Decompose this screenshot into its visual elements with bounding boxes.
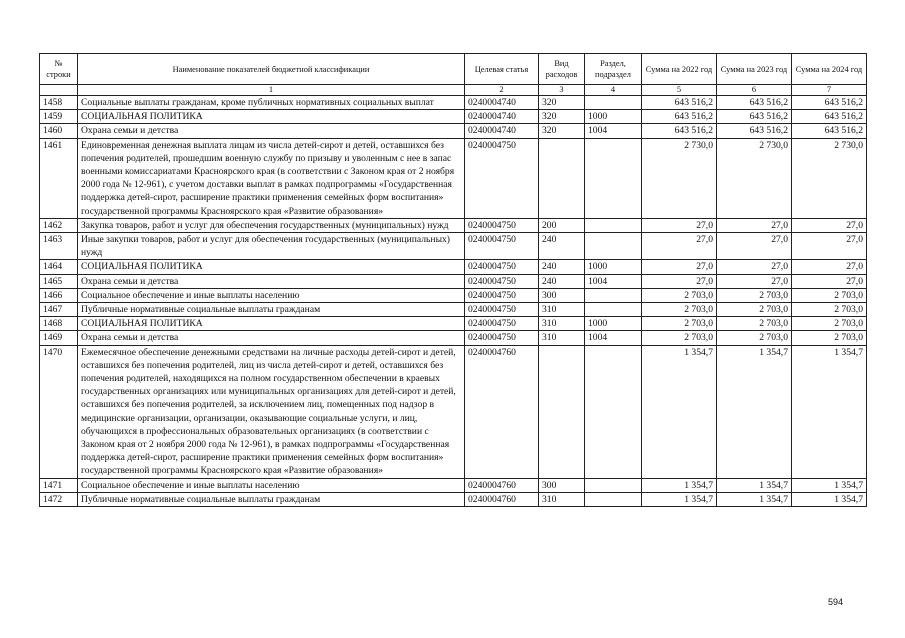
row-sum-2024: 27,0 xyxy=(792,260,867,274)
row-number: 1468 xyxy=(40,317,78,331)
row-sum-2022: 27,0 xyxy=(642,260,717,274)
row-target: 0240004750 xyxy=(465,331,539,345)
header-target: Целевая статья xyxy=(465,54,539,85)
row-razdel xyxy=(585,288,642,302)
row-number: 1458 xyxy=(40,96,78,110)
row-vid: 310 xyxy=(539,303,585,317)
row-sum-2023: 1 354,7 xyxy=(717,492,792,506)
row-razdel: 1000 xyxy=(585,260,642,274)
column-number: 6 xyxy=(717,85,792,96)
row-name: Социальные выплаты гражданам, кроме публичных нормативных социальных выплат xyxy=(78,96,465,110)
header-sum-2023: Сумма на 2023 год xyxy=(717,54,792,85)
row-sum-2023: 643 516,2 xyxy=(717,110,792,124)
row-sum-2024: 27,0 xyxy=(792,274,867,288)
row-name: Охрана семьи и детства xyxy=(78,331,465,345)
row-target: 0240004750 xyxy=(465,260,539,274)
column-number: 4 xyxy=(585,85,642,96)
header-name: Наименование показателей бюджетной классификации xyxy=(78,54,465,85)
table-row xyxy=(40,233,867,260)
row-sum-2023: 27,0 xyxy=(717,274,792,288)
row-number: 1460 xyxy=(40,124,78,138)
row-sum-2022: 2 703,0 xyxy=(642,331,717,345)
row-name: СОЦИАЛЬНАЯ ПОЛИТИКА xyxy=(78,317,465,331)
table-row xyxy=(40,96,867,110)
column-number: 1 xyxy=(78,85,465,96)
row-sum-2022: 2 703,0 xyxy=(642,303,717,317)
row-razdel: 1000 xyxy=(585,110,642,124)
row-target: 0240004760 xyxy=(465,345,539,478)
row-sum-2023: 27,0 xyxy=(717,260,792,274)
row-number: 1465 xyxy=(40,274,78,288)
row-vid: 240 xyxy=(539,233,585,260)
row-name: Охрана семьи и детства xyxy=(78,274,465,288)
row-sum-2023: 27,0 xyxy=(717,233,792,260)
row-target: 0240004750 xyxy=(465,233,539,260)
row-number: 1466 xyxy=(40,288,78,302)
column-number xyxy=(40,85,78,96)
row-sum-2023: 2 703,0 xyxy=(717,288,792,302)
table-body xyxy=(40,96,867,507)
row-target: 0240004760 xyxy=(465,492,539,506)
row-sum-2022: 2 730,0 xyxy=(642,138,717,218)
row-vid: 320 xyxy=(539,110,585,124)
row-razdel: 1004 xyxy=(585,124,642,138)
row-name: Публичные нормативные социальные выплаты гражданам xyxy=(78,492,465,506)
row-vid: 240 xyxy=(539,260,585,274)
column-number-row xyxy=(40,85,867,96)
row-sum-2023: 1 354,7 xyxy=(717,478,792,492)
header-row xyxy=(40,54,867,85)
column-number: 2 xyxy=(465,85,539,96)
row-target: 0240004740 xyxy=(465,110,539,124)
row-target: 0240004750 xyxy=(465,317,539,331)
row-sum-2022: 643 516,2 xyxy=(642,124,717,138)
row-number: 1469 xyxy=(40,331,78,345)
row-sum-2024: 643 516,2 xyxy=(792,124,867,138)
row-sum-2023: 2 730,0 xyxy=(717,138,792,218)
header-vid: Вид расходов xyxy=(539,54,585,85)
row-sum-2023: 1 354,7 xyxy=(717,345,792,478)
row-razdel xyxy=(585,492,642,506)
row-sum-2024: 643 516,2 xyxy=(792,96,867,110)
row-sum-2022: 2 703,0 xyxy=(642,317,717,331)
row-sum-2022: 1 354,7 xyxy=(642,492,717,506)
table-row xyxy=(40,303,867,317)
row-vid: 310 xyxy=(539,317,585,331)
row-name: Публичные нормативные социальные выплаты гражданам xyxy=(78,303,465,317)
row-name: Закупка товаров, работ и услуг для обеспечения государственных (муниципальных) нужд xyxy=(78,218,465,232)
row-number: 1470 xyxy=(40,345,78,478)
row-target: 0240004740 xyxy=(465,124,539,138)
row-vid: 300 xyxy=(539,478,585,492)
table-row xyxy=(40,124,867,138)
row-number: 1462 xyxy=(40,218,78,232)
row-vid: 200 xyxy=(539,218,585,232)
row-target: 0240004750 xyxy=(465,218,539,232)
row-sum-2024: 27,0 xyxy=(792,233,867,260)
row-vid: 300 xyxy=(539,288,585,302)
row-sum-2023: 2 703,0 xyxy=(717,331,792,345)
table-row xyxy=(40,138,867,218)
row-razdel: 1004 xyxy=(585,331,642,345)
row-vid: 240 xyxy=(539,274,585,288)
row-sum-2024: 2 703,0 xyxy=(792,317,867,331)
row-sum-2024: 2 703,0 xyxy=(792,303,867,317)
header-row-no: № строки xyxy=(40,54,78,85)
row-name: СОЦИАЛЬНАЯ ПОЛИТИКА xyxy=(78,110,465,124)
row-sum-2022: 643 516,2 xyxy=(642,96,717,110)
row-name: Единовременная денежная выплата лицам из числа детей-сирот и детей, оставшихся без попечения родителей, прошедшим военную службу по призыву и уволенным с нее в запас военными комиссариатами Красноярского края (в соответствии с Законом края от 2 ноября 2000 года № 12-961), с учетом доставки выплат в рамках подпрограммы «Государственная поддержка детей-сирот, расширение практики применения семейных форм воспитания» государственной программы Красноярского края «Развитие образования» xyxy=(78,138,465,218)
page-number: 594 xyxy=(828,597,844,607)
column-number: 5 xyxy=(642,85,717,96)
column-number: 3 xyxy=(539,85,585,96)
row-name: СОЦИАЛЬНАЯ ПОЛИТИКА xyxy=(78,260,465,274)
row-number: 1459 xyxy=(40,110,78,124)
row-sum-2024: 1 354,7 xyxy=(792,478,867,492)
row-razdel xyxy=(585,478,642,492)
row-name: Социальное обеспечение и иные выплаты населению xyxy=(78,288,465,302)
row-target: 0240004750 xyxy=(465,138,539,218)
row-razdel xyxy=(585,233,642,260)
row-razdel xyxy=(585,218,642,232)
row-sum-2023: 2 703,0 xyxy=(717,317,792,331)
row-number: 1463 xyxy=(40,233,78,260)
table-row xyxy=(40,317,867,331)
row-target: 0240004740 xyxy=(465,96,539,110)
table-row xyxy=(40,110,867,124)
row-sum-2022: 643 516,2 xyxy=(642,110,717,124)
row-number: 1472 xyxy=(40,492,78,506)
header-razdel: Раздел, подраздел xyxy=(585,54,642,85)
row-vid: 320 xyxy=(539,124,585,138)
table-row xyxy=(40,478,867,492)
row-sum-2024: 2 703,0 xyxy=(792,288,867,302)
row-target: 0240004750 xyxy=(465,274,539,288)
row-name: Ежемесячное обеспечение денежными средствами на личные расходы детей-сирот и детей, оставшихся без попечения родителей, лиц из числа детей-сирот и детей, оставшихся без попечения родителей, находящихся на полном государственном обеспечении в краевых государственных организациях или муниципальных организациях для детей-сирот и детей, оставшихся без попечения родителей, за исключением лиц, помещенных под надзор в медицинские организации, организации, оказывающие социальные услуги, и лиц, обучающихся в профессиональных образовательных организациях (в соответствии с Законом края от 2 ноября 2000 года № 12-961), в рамках подпрограммы «Государственная поддержка детей-сирот, расширение практики применения семейных форм воспитания» государственной программы Красноярского края «Развитие образования» xyxy=(78,345,465,478)
row-razdel: 1000 xyxy=(585,317,642,331)
table-row xyxy=(40,260,867,274)
row-vid xyxy=(539,345,585,478)
row-sum-2024: 1 354,7 xyxy=(792,492,867,506)
row-vid xyxy=(539,138,585,218)
row-vid: 320 xyxy=(539,96,585,110)
row-number: 1464 xyxy=(40,260,78,274)
row-sum-2023: 643 516,2 xyxy=(717,124,792,138)
row-name: Иные закупки товаров, работ и услуг для обеспечения государственных (муниципальных) нужд xyxy=(78,233,465,260)
table-row xyxy=(40,218,867,232)
row-number: 1467 xyxy=(40,303,78,317)
row-number: 1471 xyxy=(40,478,78,492)
row-vid: 310 xyxy=(539,331,585,345)
table-row xyxy=(40,274,867,288)
row-vid: 310 xyxy=(539,492,585,506)
row-razdel xyxy=(585,303,642,317)
table-row xyxy=(40,492,867,506)
row-target: 0240004750 xyxy=(465,303,539,317)
column-number: 7 xyxy=(792,85,867,96)
row-sum-2022: 1 354,7 xyxy=(642,345,717,478)
row-number: 1461 xyxy=(40,138,78,218)
row-sum-2023: 2 703,0 xyxy=(717,303,792,317)
row-sum-2024: 27,0 xyxy=(792,218,867,232)
row-razdel xyxy=(585,96,642,110)
row-sum-2022: 2 703,0 xyxy=(642,288,717,302)
row-sum-2023: 643 516,2 xyxy=(717,96,792,110)
row-sum-2022: 27,0 xyxy=(642,233,717,260)
table-row xyxy=(40,345,867,478)
row-sum-2022: 1 354,7 xyxy=(642,478,717,492)
row-sum-2024: 2 703,0 xyxy=(792,331,867,345)
header-sum-2022: Сумма на 2022 год xyxy=(642,54,717,85)
row-target: 0240004760 xyxy=(465,478,539,492)
row-sum-2022: 27,0 xyxy=(642,218,717,232)
row-sum-2024: 643 516,2 xyxy=(792,110,867,124)
row-sum-2022: 27,0 xyxy=(642,274,717,288)
row-razdel: 1004 xyxy=(585,274,642,288)
row-name: Социальное обеспечение и иные выплаты населению xyxy=(78,478,465,492)
budget-table xyxy=(39,53,867,507)
row-sum-2023: 27,0 xyxy=(717,218,792,232)
row-razdel xyxy=(585,345,642,478)
row-sum-2024: 2 730,0 xyxy=(792,138,867,218)
header-sum-2024: Сумма на 2024 год xyxy=(792,54,867,85)
row-sum-2024: 1 354,7 xyxy=(792,345,867,478)
table-row xyxy=(40,331,867,345)
row-target: 0240004750 xyxy=(465,288,539,302)
row-name: Охрана семьи и детства xyxy=(78,124,465,138)
table-row xyxy=(40,288,867,302)
row-razdel xyxy=(585,138,642,218)
